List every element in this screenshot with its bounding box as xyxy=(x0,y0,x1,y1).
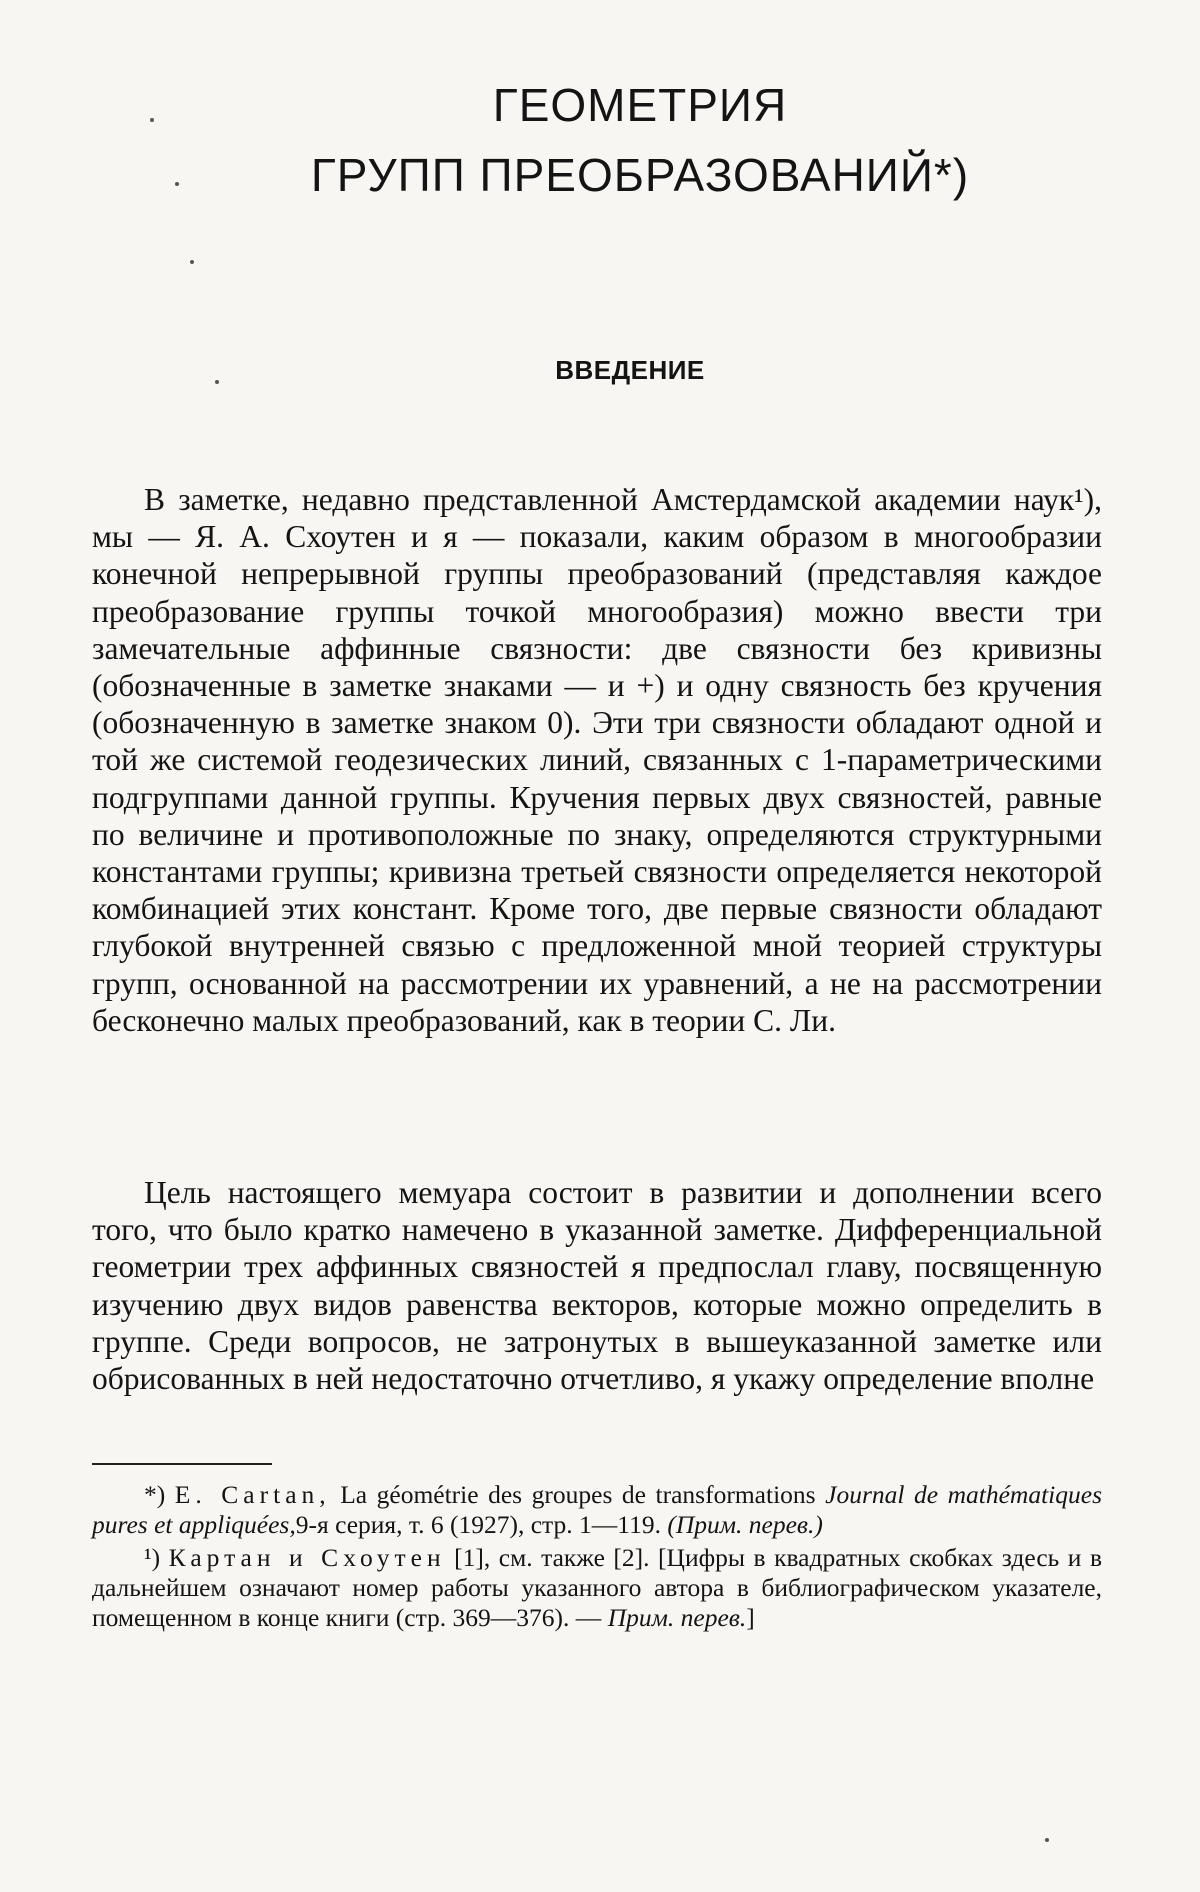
scan-speck xyxy=(190,260,194,264)
footnote-1-note: (Прим. перев.) xyxy=(667,1510,823,1539)
footnote-1-author: E. Cartan, xyxy=(174,1480,331,1509)
footnote-2-marker: ¹) xyxy=(144,1543,161,1572)
footnotes xyxy=(92,1480,1102,1636)
footnote-2-close: ] xyxy=(746,1603,755,1632)
footnote-1-journal: Journal de mathématiques pures et appliquées, xyxy=(92,1480,1103,1539)
title-line-2: ГРУПП ПРЕОБРАЗОВАНИЙ*) xyxy=(310,149,970,201)
paragraph-1: В заметке, недавно представленной Амстердамской академии наук¹), мы — Я. А. Схоутен и я — показали, каким образом в многообразии конечной непрерывной группы преобразований (представляя каждое преобразование группы точкой многообразия) можно ввести три замечательные аффинные связности: две связности без кривизны (обозначенные в заметке знаками — и +) и одну связность без кручения (обозначенную в заметке знаком 0). Эти три связности обладают одной и той же системой геодезических линий, связанных с 1-параметрическими подгруппами данной группы. Кручения первых двух связностей, равные по величине и противоположные по знаку, определяются структурными константами группы; кривизна третьей связности определяется некоторой комбинацией этих констант. Кроме того, две первые связности обладают глубокой внутренней связью с предложенной мной теорией структуры групп, основанной на рассмотрении их уравнений, а не на рассмотрении бесконечно малых преобразований, как в теории С. Ли. xyxy=(92,482,1102,1038)
footnote-2-authors: Картан и Схоутен xyxy=(168,1543,446,1572)
title-line-1: ГЕОМЕТРИЯ xyxy=(492,79,788,131)
paragraph-2: Цель настоящего мемуара состоит в развитии и дополнении всего того, что было кратко намечено в указанной заметке. Дифференциальной геометрии трех аффинных связностей я предпослал главу, посвященную изучению двух видов равенства векторов, которые можно определить в группе. Среди вопросов, не затронутых в вышеуказанной заметке или обрисованных в ней недостаточно отчетливо, я укажу определение вполне xyxy=(92,1175,1102,1397)
scan-speck xyxy=(150,118,154,122)
footnote-2 xyxy=(92,1543,1102,1633)
footnote-1-details: 9-я серия, т. 6 (1927), стр. 1—119. xyxy=(295,1510,661,1539)
paragraph-1-container xyxy=(92,481,1102,1039)
footnote-2-note: Прим. перев. xyxy=(607,1603,747,1632)
footnote-1-marker: *) xyxy=(144,1480,166,1509)
footnote-1 xyxy=(92,1480,1102,1540)
paragraph-2-container xyxy=(92,1174,1102,1397)
footnote-separator xyxy=(92,1463,272,1465)
section-heading: ВВЕДЕНИЕ xyxy=(555,355,705,385)
scan-speck xyxy=(175,182,179,186)
footnote-1-title: La géométrie des groupes de transformations xyxy=(340,1480,816,1509)
scan-speck xyxy=(1045,1838,1049,1842)
footnote-2-text: [1], см. также [2]. [Цифры в квадратных скобках здесь и в дальнейшем означают номер работы указанного автора в библиографическом указателе, помещенном в конце книги (стр. 369—376). — xyxy=(92,1543,1103,1632)
scan-speck xyxy=(215,380,219,384)
